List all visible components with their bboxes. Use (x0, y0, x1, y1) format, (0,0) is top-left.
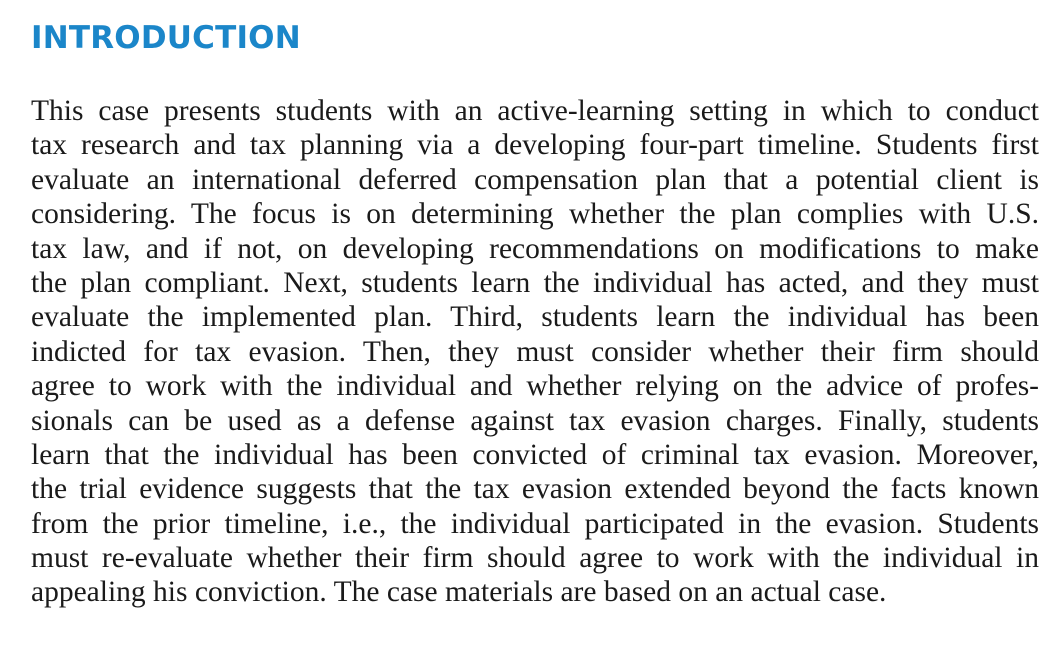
paragraph-line: sionals can be used as a defense against tax evasion charges. Finally, students (31, 404, 1039, 437)
paragraph-line: considering. The focus is on determining whether the plan complies with U.S. (31, 198, 1039, 231)
paragraph-line: evaluate the implemented plan. Third, students learn the individual has been (31, 301, 1039, 334)
paragraph-line: from the prior timeline, i.e., the individual participated in the evasion. Students (31, 507, 1039, 540)
paragraph-line: evaluate an international deferred compensation plan that a potential client is (31, 163, 1039, 196)
paragraph-line: the plan compliant. Next, students learn the individual has acted, and they must (31, 266, 1039, 299)
paragraph-line: appealing his conviction. The case materials are based on an actual case. (31, 576, 887, 609)
paragraph-line: must re-evaluate whether their firm should agree to work with the individual in (31, 542, 1039, 575)
paragraph-line: tax law, and if not, on developing recommendations on modifications to make (31, 232, 1039, 265)
paragraph-line: This case presents students with an active-learning setting in which to conduct (31, 95, 1039, 127)
paragraph-line: tax research and tax planning via a developing four-part timeline. Students first (31, 129, 1039, 162)
section-heading: INTRODUCTION (31, 20, 301, 56)
body-paragraph (31, 94, 1039, 610)
paragraph-line: indicted for tax evasion. Then, they must consider whether their firm should (31, 335, 1039, 368)
paragraph-line: learn that the individual has been convicted of criminal tax evasion. Moreover, (31, 438, 1039, 471)
paragraph-line: the trial evidence suggests that the tax evasion extended beyond the facts known (31, 473, 1039, 506)
paragraph-line: agree to work with the individual and whether relying on the advice of profes- (31, 370, 1039, 403)
